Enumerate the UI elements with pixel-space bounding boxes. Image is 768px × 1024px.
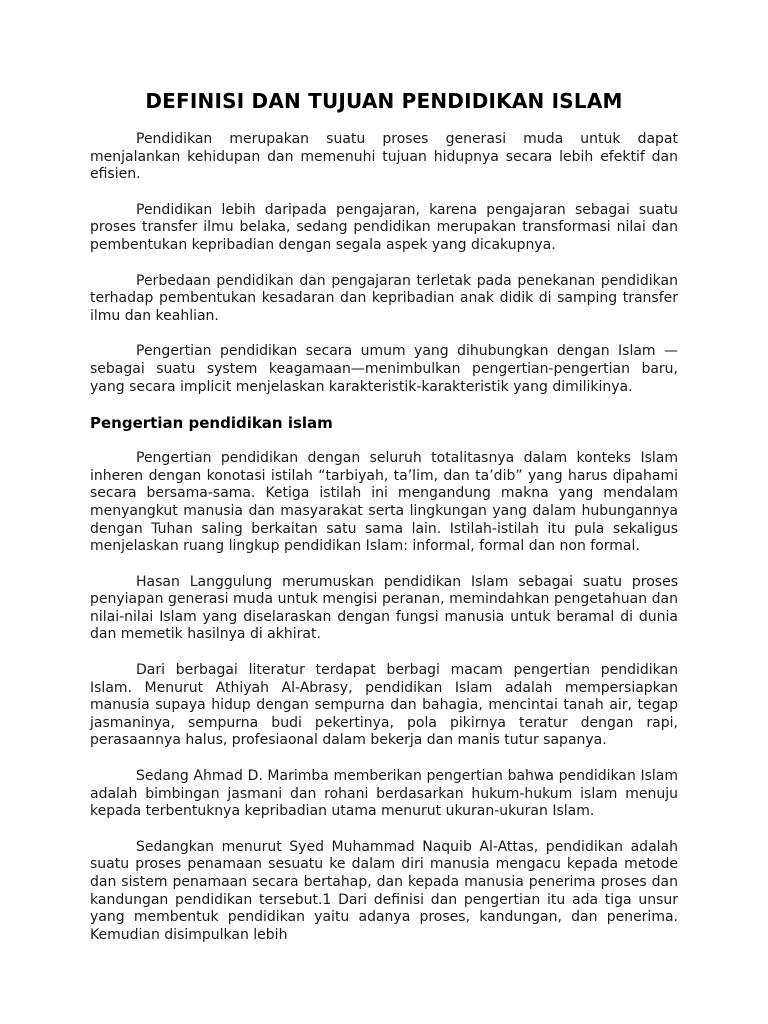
- paragraph: Pengertian pendidikan dengan seluruh totalitasnya dalam konteks Islam inheren dengan konotasi istilah “tarbiyah, ta’lim, dan ta’dib” yang harus dipahami secara bersama-sama. Ketiga istilah ini mengandung makna yang mendalam menyangkut manusia dan masyarakat serta lingkungan yang dalam hubungannya dengan Tuhan saling berkaitan satu sama lain. Istilah-istilah itu pula sekaligus menjelaskan ruang lingkup pendidikan Islam: informal, formal dan non formal.: [90, 450, 678, 555]
- paragraph: Pendidikan lebih daripada pengajaran, karena pengajaran sebagai suatu proses transfer ilmu belaka, sedang pendidikan merupakan transformasi nilai dan pembentukan kepribadian dengan segala aspek yang dicakupnya.: [90, 201, 678, 253]
- paragraph: Dari berbagai literatur terdapat berbagi macam pengertian pendidikan Islam. Menurut Athiyah Al-Abrasy, pendidikan Islam adalah mempersiapkan manusia supaya hidup dengan sempurna dan bahagia, mencintai tanah air, tegap jasmaninya, sempurna budi pekertinya, pola pikirnya teratur dengan rapi, perasaannya halus, profesiaonal dalam bekerja dan manis tutur sapanya.: [90, 662, 678, 749]
- section-heading: Pengertian pendidikan islam: [90, 414, 333, 433]
- paragraph: Perbedaan pendidikan dan pengajaran terletak pada penekanan pendidikan terhadap pembentukan kesadaran dan kepribadian anak didik di samping transfer ilmu dan keahlian.: [90, 272, 678, 324]
- document-title: DEFINISI DAN TUJUAN PENDIDIKAN ISLAM: [145, 89, 623, 113]
- paragraph: Pengertian pendidikan secara umum yang dihubungkan dengan Islam —sebagai suatu system keagamaan—menimbulkan pengertian-pengertian baru, yang secara implicit menjelaskan karakteristik-karakteristik yang dimilikinya.: [90, 343, 678, 395]
- paragraph: Pendidikan merupakan suatu proses generasi muda untuk dapat menjalankan kehidupan dan memenuhi tujuan hidupnya secara lebih efektif dan efisien.: [90, 131, 678, 183]
- paragraph: Sedang Ahmad D. Marimba memberikan pengertian bahwa pendidikan Islam adalah bimbingan jasmani dan rohani berdasarkan hukum-hukum islam menuju kepada terbentuknya kepribadian utama menurut ukuran-ukuran Islam.: [90, 768, 678, 820]
- paragraph: Sedangkan menurut Syed Muhammad Naquib Al-Attas, pendidikan adalah suatu proses penamaan sesuatu ke dalam diri manusia mengacu kepada metode dan sistem penamaan secara bertahap, dan kepada manusia penerima proses dan kandungan pendidikan tersebut.1 Dari definisi dan pengertian itu ada tiga unsur yang membentuk pendidikan yaitu adanya proses, kandungan, dan penerima. Kemudian disimpulkan lebih: [90, 838, 678, 943]
- paragraph: Hasan Langgulung merumuskan pendidikan Islam sebagai suatu proses penyiapan generasi muda untuk mengisi peranan, memindahkan pengetahuan dan nilai-nilai Islam yang diselaraskan dengan fungsi manusia untuk beramal di dunia dan memetik hasilnya di akhirat.: [90, 573, 678, 643]
